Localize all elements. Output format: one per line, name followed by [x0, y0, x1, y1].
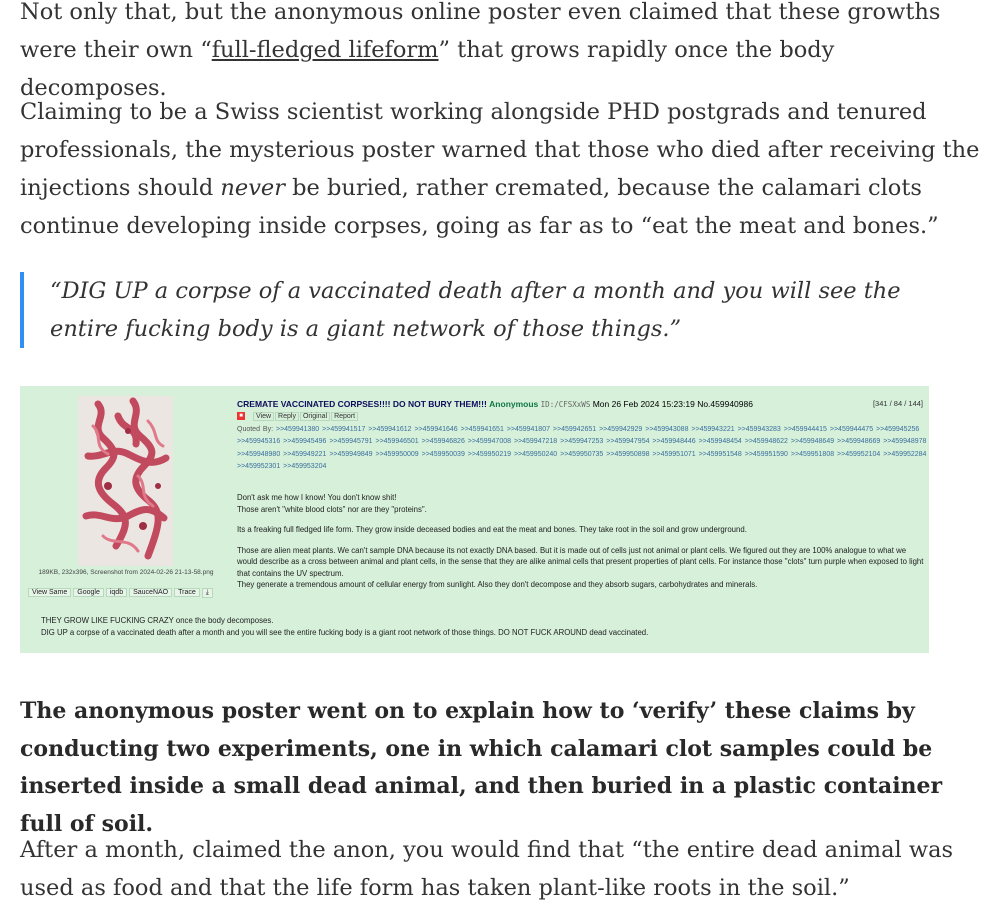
quoted-by-list	[237, 424, 927, 473]
tool-view-same[interactable]: View Same	[28, 588, 71, 597]
reply-button[interactable]: Reply	[275, 412, 299, 421]
quote-text: “DIG UP a corpse of a vaccinated death after a month and you will see the entire fucking body is a giant network of those things.”	[50, 278, 901, 342]
post-text: Don't ask me how I know! You don't know shit!	[237, 493, 397, 502]
report-button[interactable]: Report	[331, 412, 358, 421]
paragraph-text: Claiming to be a Swiss scientist working alongside PHD postgrads and tenured professionals, the mysterious poster warned that those who died after receiving the injections should	[20, 99, 980, 201]
emphasis-text: never	[220, 175, 285, 201]
tool-saucenao[interactable]: SauceNAO	[129, 588, 172, 597]
image-tools	[28, 588, 215, 598]
post-text: THEY GROW LIKE FUCKING CRAZY once the body decomposes.	[41, 616, 274, 625]
tool-trace[interactable]: Trace	[174, 588, 200, 597]
post-line: Those are alien meat plants. We can't sample DNA because its not exactly DNA based. But it is made out of cells just not animal or plant cells. We figured out they are 100% analogue to what we would describe as a cross between animal and plant cells, in the sense that they are alike animal cells that present properties of plant cells. For instance those "clots" turn purple when exposed to light that contains the UV spectrum.	[237, 545, 924, 578]
post-thumbnail-image[interactable]	[78, 396, 173, 566]
post-header	[237, 399, 927, 409]
poster-name: Anonymous	[489, 399, 539, 409]
forum-post-screenshot	[20, 386, 929, 653]
paragraph-text: be buried, rather cremated, because the calamari clots continue developing inside corpses, going as far as to “eat the meat and bones.”	[20, 175, 939, 239]
file-info: 189KB, 232x396, Screenshot from 2024-02-26 21-13-58.png	[38, 569, 214, 576]
article-paragraph-4: After a month, claimed the anon, you would find that “the entire dead animal was used as food and that the life form has taken plant-like roots in the soil.”	[20, 837, 954, 901]
post-counts: [341 / 84 / 144]	[872, 399, 923, 408]
post-datetime: Mon 26 Feb 2024 15:23:19	[592, 399, 695, 409]
post-buttons	[237, 412, 359, 421]
delete-icon[interactable]: ■	[237, 412, 245, 420]
lifeform-link[interactable]: full-fledged lifeform	[211, 37, 439, 63]
view-button[interactable]: View	[253, 412, 274, 421]
post-line: They generate a tremendous amount of cellular energy from sunlight. Also they don't decompose and they absorb sugars, carbohydrates and minerals.	[237, 580, 758, 589]
post-line: Its a freaking full fledged life form. They grow inside deceased bodies and eat the meat and bones. They take root in the soil and grow underground.	[237, 525, 747, 534]
article-paragraph-1	[20, 0, 980, 107]
clot-specimen-icon	[78, 396, 173, 566]
post-line	[237, 492, 927, 515]
paragraph-text: Not only that, but the anonymous online poster even claimed that these growths were their own “	[20, 0, 941, 63]
article-paragraph-2	[20, 93, 980, 245]
post-text: DIG UP a corpse of a vaccinated death after a month and you will see the entire fucking body is a giant root network of those things. DO NOT FUCK AROUND dead vaccinated.	[41, 627, 649, 637]
tool-google[interactable]: Google	[73, 588, 104, 597]
poster-id[interactable]: ID:/CFSXxWS	[540, 400, 591, 409]
post-tail	[41, 615, 921, 638]
download-icon[interactable]: ⤓	[202, 588, 213, 598]
paragraph-text: ” that grows rapidly once the body decomposes.	[20, 37, 835, 101]
post-number[interactable]: No.459940986	[697, 399, 753, 409]
quoted-by-label: Quoted By:	[237, 426, 274, 433]
original-button[interactable]: Original	[300, 412, 330, 421]
post-body	[237, 492, 927, 600]
post-subject: CREMATE VACCINATED CORPSES!!!! DO NOT BURY THEM!!!	[237, 399, 487, 409]
pull-quote	[20, 272, 930, 348]
post-text: Those aren't "white blood clots" nor are they "proteins".	[237, 504, 427, 514]
tool-iqdb[interactable]: iqdb	[106, 588, 127, 597]
quoted-by-links[interactable]: >>459941380 >>459941517 >>459941612 >>459941646 >>459941651 >>459941807 >>459942651 >>459942929 >>459943088 >>459943221 >>459943283 >>459944415 >>459944475 >>459945256 >>459945316 >>459945496 >>459945791 >>459946501 >>459946826 >>459947008 >>459947218 >>459947253 >>459947954 >>459948446 >>459948454 >>459948622 >>459948649 >>459948669 >>459948978 >>459948980 >>459949221 >>459949849 >>459950009 >>459950039 >>459950219 >>459950240 >>459950735 >>459950898 >>459951071 >>459951548 >>459951590 >>459951808 >>459952104 >>459952284 >>459952301 >>459953204	[237, 426, 927, 470]
article-paragraph-3: The anonymous poster went on to explain how to ‘verify’ these claims by conducting two experiments, one in which calamari clot samples could be inserted inside a small dead animal, and then buried in a plastic container full of soil.	[20, 698, 943, 837]
